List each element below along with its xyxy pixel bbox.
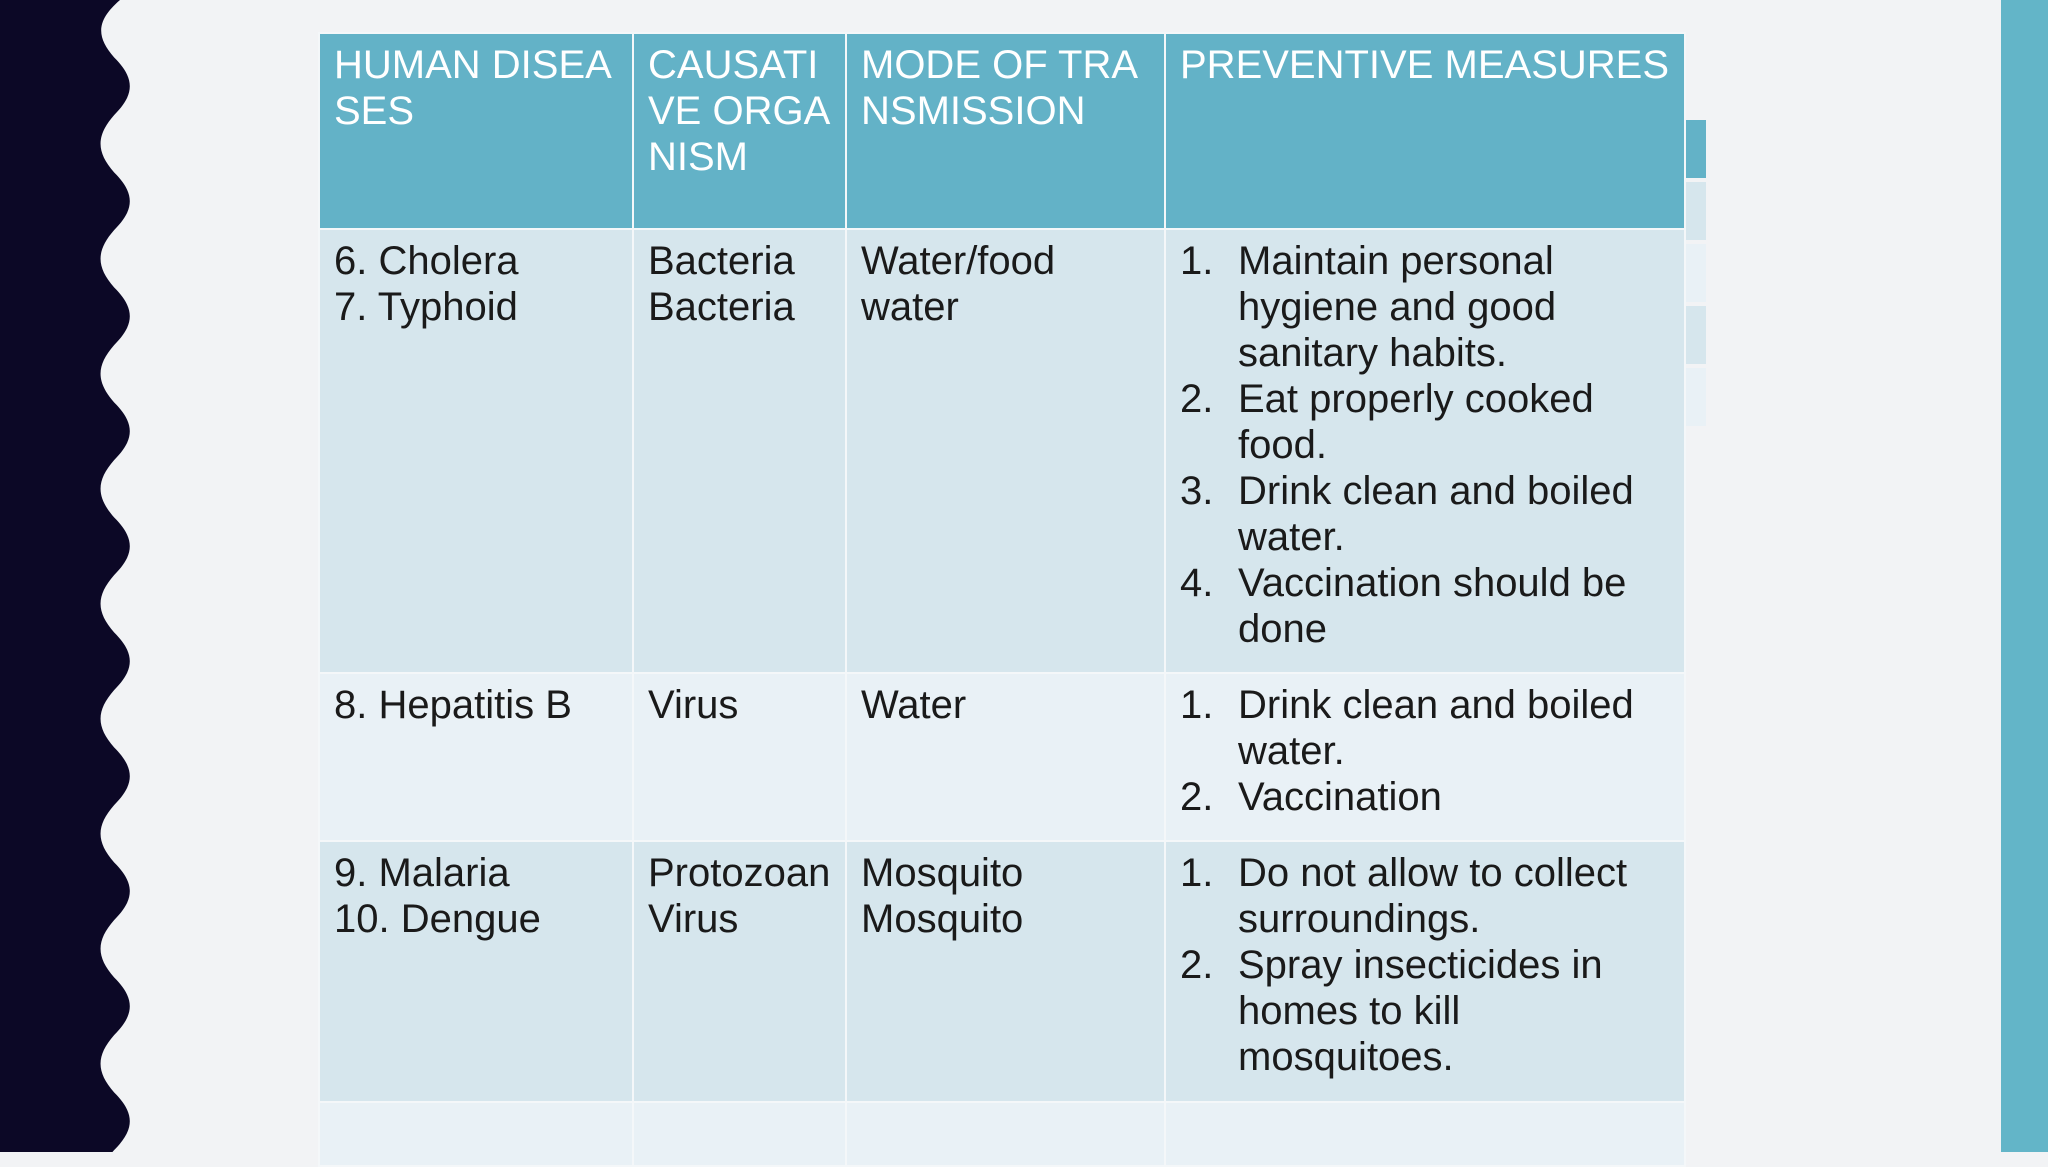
wave-border-decoration	[0, 0, 160, 1152]
measure-number: 1.	[1180, 683, 1214, 727]
measure-text: Vaccination should be done	[1238, 561, 1627, 651]
measures-list	[1180, 238, 1670, 652]
transmission-line: Mosquito	[861, 851, 1024, 895]
measures-list	[1180, 850, 1670, 1080]
header-causative-organism: CAUSATIVE ORGANISM	[633, 33, 846, 229]
cell-transmission	[846, 673, 1165, 841]
measure-item	[1180, 942, 1670, 1080]
measure-item	[1180, 774, 1670, 820]
header-human-diseases: HUMAN DISEASES	[319, 33, 633, 229]
header-mode-of-transmission: MODE OF TRANSMISSION	[846, 33, 1165, 229]
organisms-line: Virus	[648, 683, 739, 727]
measure-item	[1180, 850, 1670, 942]
measure-item	[1180, 560, 1670, 652]
measure-text: Drink clean and boiled water.	[1238, 469, 1634, 559]
measure-number: 2.	[1180, 943, 1214, 987]
organisms-line: Protozoan	[648, 851, 831, 895]
wave-shape	[0, 0, 130, 1152]
cell-organisms	[633, 673, 846, 841]
empty-cell	[846, 1102, 1165, 1166]
empty-cell	[319, 1102, 633, 1166]
disease-table	[318, 32, 1686, 1167]
measure-number: 1.	[1180, 239, 1214, 283]
diseases-line: 6. Cholera	[334, 239, 519, 283]
measure-number: 1.	[1180, 851, 1214, 895]
measure-text: Maintain personal hygiene and good sanitary habits.	[1238, 239, 1557, 375]
cell-transmission	[846, 841, 1165, 1102]
transmission-line: water	[861, 285, 959, 329]
transmission-line: Water/food	[861, 239, 1056, 283]
measure-text: Eat properly cooked food.	[1238, 377, 1594, 467]
cell-measures	[1165, 673, 1685, 841]
diseases-line: 9. Malaria	[334, 851, 510, 895]
empty-cell	[1165, 1102, 1685, 1166]
table-row	[319, 841, 1685, 1102]
cell-transmission	[846, 229, 1165, 673]
empty-table-row	[319, 1102, 1685, 1166]
diseases-line: 8. Hepatitis B	[334, 683, 572, 727]
cell-diseases	[319, 673, 633, 841]
cell-measures	[1165, 229, 1685, 673]
cell-measures	[1165, 841, 1685, 1102]
measure-text: Vaccination	[1238, 775, 1442, 819]
measure-number: 4.	[1180, 561, 1214, 605]
transmission-line: Water	[861, 683, 967, 727]
measure-text: Do not allow to collect surroundings.	[1238, 851, 1628, 941]
measure-item	[1180, 238, 1670, 376]
organisms-line: Bacteria	[648, 285, 795, 329]
diseases-line: 7. Typhoid	[334, 285, 518, 329]
accent-side-bar	[2001, 0, 2048, 1152]
cell-diseases	[319, 229, 633, 673]
measure-number: 3.	[1180, 469, 1214, 513]
measure-item	[1180, 468, 1670, 560]
table-header-row	[319, 33, 1685, 229]
cell-organisms	[633, 229, 846, 673]
measures-list	[1180, 682, 1670, 820]
measure-item	[1180, 376, 1670, 468]
empty-cell	[633, 1102, 846, 1166]
cell-organisms	[633, 841, 846, 1102]
organisms-line: Bacteria	[648, 239, 795, 283]
measure-number: 2.	[1180, 377, 1214, 421]
measure-text: Spray insecticides in homes to kill mosquitoes.	[1238, 943, 1603, 1079]
organisms-line: Virus	[648, 897, 739, 941]
header-preventive-measures: PREVENTIVE MEASURES	[1165, 33, 1685, 229]
cell-diseases	[319, 841, 633, 1102]
table-row	[319, 229, 1685, 673]
measure-text: Drink clean and boiled water.	[1238, 683, 1634, 773]
diseases-line: 10. Dengue	[334, 897, 541, 941]
transmission-line: Mosquito	[861, 897, 1024, 941]
table-row	[319, 673, 1685, 841]
measure-number: 2.	[1180, 775, 1214, 819]
measure-item	[1180, 682, 1670, 774]
